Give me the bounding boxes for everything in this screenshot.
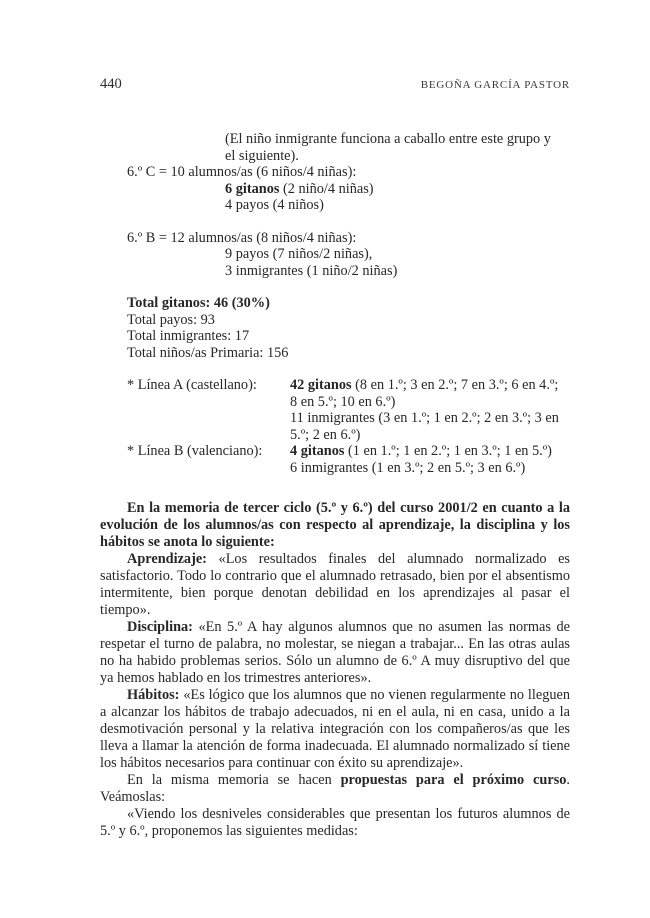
spacer — [100, 214, 570, 230]
linea-b-gitanos-line — [290, 443, 570, 460]
group-6b-inmigrantes: 3 inmigrantes (1 niño/2 niñas) — [225, 262, 398, 279]
total-payos: Total payos: 93 — [127, 311, 215, 328]
group-6b-payos: 9 payos (7 niños/2 niñas), — [225, 246, 373, 262]
note-immigrant-line1: (El niño inmigrante funciona a caballo entre este grupo y — [225, 131, 551, 147]
linea-b-gitanos-detail: (1 en 1.º; 1 en 2.º; 1 en 3.º; 1 en 5.º) — [344, 443, 552, 459]
linea-a-inmigrantes-line1: 11 inmigrantes (3 en 1.º; 1 en 2.º; 2 en 3.º; 3 en — [290, 410, 559, 426]
aprendizaje-lead: Aprendizaje: — [127, 551, 207, 567]
disciplina-lead: Disciplina: — [127, 619, 193, 635]
aprendizaje-text: «Los resultados finales del alumnado normalizado es satisfactorio. Todo lo contrario que el alumnado retrasado, bien por el absentismo intermitente, bien porque denotan debilidad en los aprendizajes al pasar el tiempo». — [100, 551, 570, 618]
paragraph-memoria-intro: En la memoria de tercer ciclo (5.º y 6.º) del curso 2001/2 en cuanto a la evolución de los alumnos/as con respecto al aprendizaje, la disciplina y los hábitos se anota lo siguiente: — [100, 500, 570, 550]
linea-a-gitanos-detail: (8 en 1.º; 3 en 2.º; 7 en 3.º; 6 en 4.º; — [351, 377, 559, 393]
total-gitanos: Total gitanos: 46 (30%) — [127, 295, 270, 311]
page-header — [100, 76, 570, 93]
total-primaria: Total niños/as Primaria: 156 — [127, 344, 289, 361]
linea-b-inmigrantes-line: 6 inmigrantes (1 en 3.º; 2 en 5.º; 3 en 6.º) — [290, 459, 526, 476]
linea-a-label: * Línea A (castellano): — [127, 377, 257, 393]
linea-a-row — [100, 377, 570, 443]
page-number: 440 — [100, 76, 122, 92]
running-header-author: BEGOÑA GARCÍA PASTOR — [420, 79, 570, 91]
note-immigrant-line2: el siguiente). — [225, 147, 299, 164]
propuestas-bold: propuestas para el próximo curso — [340, 772, 567, 788]
spacer — [100, 279, 570, 295]
propuestas-pre: En la misma memoria se hacen — [127, 772, 341, 788]
enrollment-data-block — [100, 131, 570, 476]
paragraph-disciplina — [100, 619, 570, 687]
propuestas-post: . Veámoslas: — [100, 772, 570, 805]
paragraph-aprendizaje — [100, 551, 570, 619]
page-content — [100, 131, 570, 840]
linea-b-value — [290, 443, 570, 476]
group-6c-payos: 4 payos (4 niños) — [225, 197, 324, 213]
group-6c-gitanos-count: 6 gitanos — [225, 180, 280, 197]
linea-b-label: * Línea B (valenciano): — [127, 443, 263, 459]
linea-a-gitanos-count: 42 gitanos — [290, 377, 352, 393]
paragraph-propuestas — [100, 772, 570, 806]
linea-a-inmigrantes-line2: 5.º; 2 en 6.º) — [290, 426, 361, 443]
linea-a-gitanos-line2: 8 en 5.º; 10 en 6.º) — [290, 393, 396, 410]
linea-a-gitanos-line1 — [290, 377, 570, 394]
linea-b-gitanos-count: 4 gitanos — [290, 443, 345, 459]
habitos-text: «Es lógico que los alumnos que no vienen regularmente no lleguen a alcanzar los hábitos de trabajo adecuados, ni en el aula, ni en casa, unido a la desmotivación personal y la relativa integración con los compañeros/as que les lleva a llamar la atención de forma inadecuada. El alumnado normalizado sí tiene los hábitos necesarios para continuar con éxito su aprendizaje». — [100, 687, 570, 771]
group-6c-heading: 6.º C = 10 alumnos/as (6 niños/4 niñas): — [127, 164, 357, 180]
spacer — [100, 476, 570, 500]
group-6c-gitanos — [100, 181, 570, 198]
linea-a-value — [290, 377, 570, 443]
paragraph-viendo: «Viendo los desniveles considerables que presentan los futuros alumnos de 5.º y 6.º, proponemos las siguientes medidas: — [100, 806, 570, 839]
group-6c-gitanos-detail: (2 niño/4 niñas) — [279, 180, 374, 197]
habitos-lead: Hábitos: — [127, 687, 180, 703]
memoria-paragraphs — [100, 500, 570, 840]
disciplina-text: «En 5.º A hay algunos alumnos que no asumen las normas de respetar el turno de palabra, no molestar, se niegan a trabajar... En las otras aulas no ha habido problemas serios. Sólo un alumno de 6.º A muy disruptivo del que ya hemos hablado en los trimestres anteriores». — [100, 619, 570, 686]
linea-b-row — [100, 443, 570, 476]
paragraph-habitos — [100, 687, 570, 772]
total-inmigrantes: Total inmigrantes: 17 — [127, 328, 250, 344]
spacer — [100, 361, 570, 377]
group-6b-heading: 6.º B = 12 alumnos/as (8 niños/4 niñas): — [127, 229, 357, 246]
